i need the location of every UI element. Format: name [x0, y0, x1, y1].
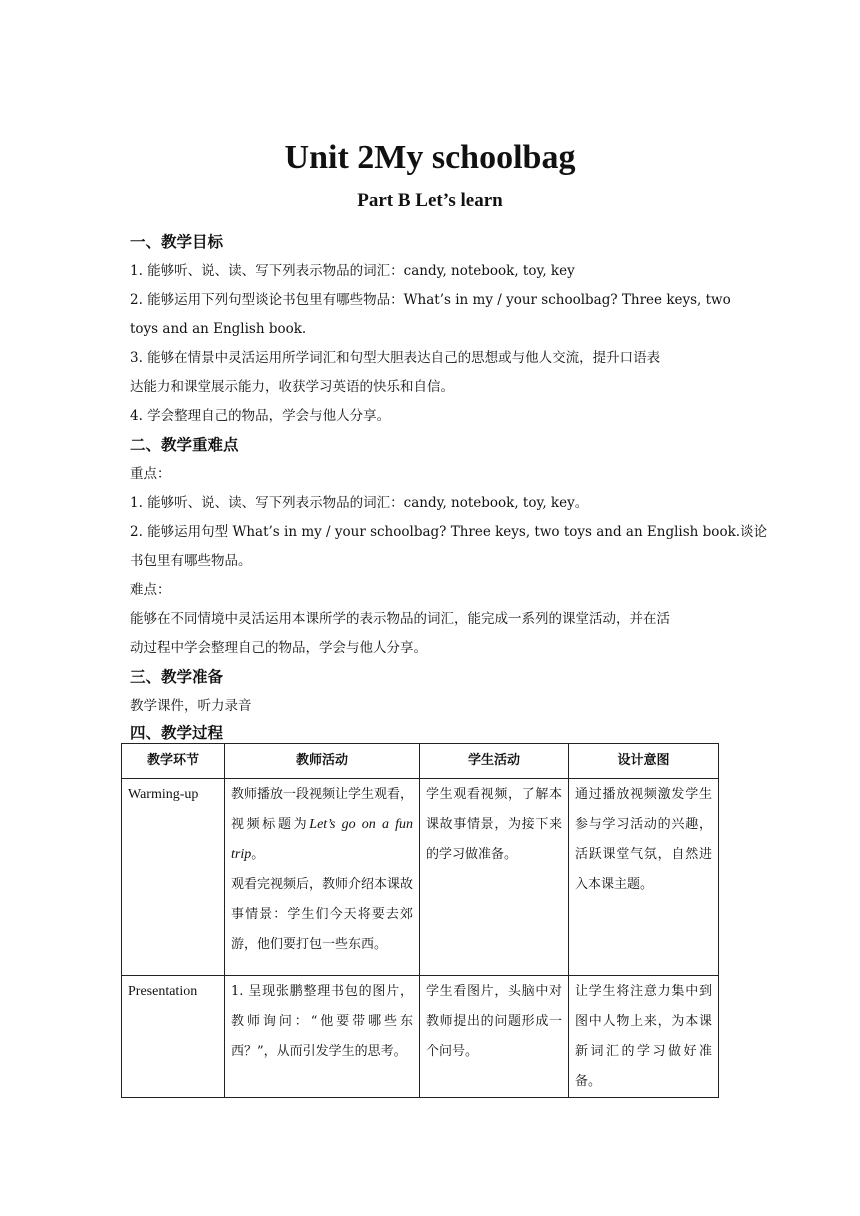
cell-teacher	[225, 976, 420, 1098]
cell-intent	[569, 779, 719, 976]
difficulty-line: 动过程中学会整理自己的物品，学会与他人分享。	[130, 640, 427, 656]
table-row	[122, 976, 719, 1098]
section-heading-process: 四、教学过程	[130, 724, 224, 742]
process-table	[121, 743, 719, 1098]
teacher-text: 教师播放一段视频让学生观看，视频标题为	[231, 787, 414, 832]
goal-line: 3. 能够在情景中灵活运用所学词汇和句型大胆表达自己的思想或与他人交流，提升口语表	[130, 350, 661, 366]
student-text: 学生观看视频，了解本课故事情景，为接下来的学习做准备。	[426, 787, 562, 862]
section-heading-keypoints: 二、教学重难点	[130, 436, 239, 454]
goal-line: 1. 能够听、说、读、写下列表示物品的词汇：candy, notebook, toy, key	[130, 263, 575, 279]
header-teacher: 教师活动	[225, 744, 420, 779]
cell-stage: Warming-up	[122, 779, 225, 976]
cell-student	[420, 779, 569, 976]
goal-line: toys and an English book.	[130, 321, 307, 337]
cell-student	[420, 976, 569, 1098]
focus-line: 2. 能够运用句型 What’s in my / your schoolbag? Three keys, two toys and an English book.谈论	[130, 524, 768, 540]
difficulty-line: 能够在不同情境中灵活运用本课所学的表示物品的词汇，能完成一系列的课堂活动，并在活	[130, 611, 670, 627]
cell-intent	[569, 976, 719, 1098]
difficulty-label: 难点：	[130, 582, 171, 598]
header-student: 学生活动	[420, 744, 569, 779]
intent-text: 通过播放视频激发学生参与学习活动的兴趣，活跃课堂气氛，自然进入本课主题。	[575, 787, 712, 892]
section-heading-goals: 一、教学目标	[130, 233, 224, 251]
table-header-row	[122, 744, 719, 779]
teacher-text: 。	[251, 847, 265, 862]
teacher-text: 1. 呈现张鹏整理书包的图片，教师询问：“他要带哪些东西？”，从而引发学生的思考。	[231, 984, 413, 1059]
document-subtitle: Part B Let’s learn	[357, 190, 503, 211]
focus-line: 书包里有哪些物品。	[130, 553, 252, 569]
focus-line: 1. 能够听、说、读、写下列表示物品的词汇：candy, notebook, toy, key。	[130, 495, 589, 511]
teacher-text: 观看完视频后，教师介绍本课故事情景：学生们今天将要去郊游，他们要打包一些东西。	[231, 877, 414, 952]
goal-line: 达能力和课堂展示能力，收获学习英语的快乐和自信。	[130, 379, 454, 395]
goal-line: 2. 能够运用下列句型谈论书包里有哪些物品：What’s in my / your schoolbag? Three keys, two	[130, 292, 731, 308]
header-intent: 设计意图	[569, 744, 719, 779]
header-stage: 教学环节	[122, 744, 225, 779]
cell-stage: Presentation	[122, 976, 225, 1098]
intent-text: 让学生将注意力集中到图中人物上来，为本课新词汇的学习做好准备。	[575, 984, 712, 1089]
document-body	[130, 228, 768, 745]
section-heading-prep: 三、教学准备	[130, 668, 224, 686]
goal-line: 4. 学会整理自己的物品，学会与他人分享。	[130, 408, 391, 424]
focus-label: 重点：	[130, 466, 171, 482]
video-title: Let’s go on a fun trip	[231, 817, 413, 862]
student-text: 学生看图片，头脑中对教师提出的问题形成一个问号。	[426, 984, 562, 1059]
prep-text: 教学课件，听力录音	[130, 698, 252, 714]
document-title: Unit 2My schoolbag	[284, 139, 576, 176]
table-row	[122, 779, 719, 976]
cell-teacher	[225, 779, 420, 976]
